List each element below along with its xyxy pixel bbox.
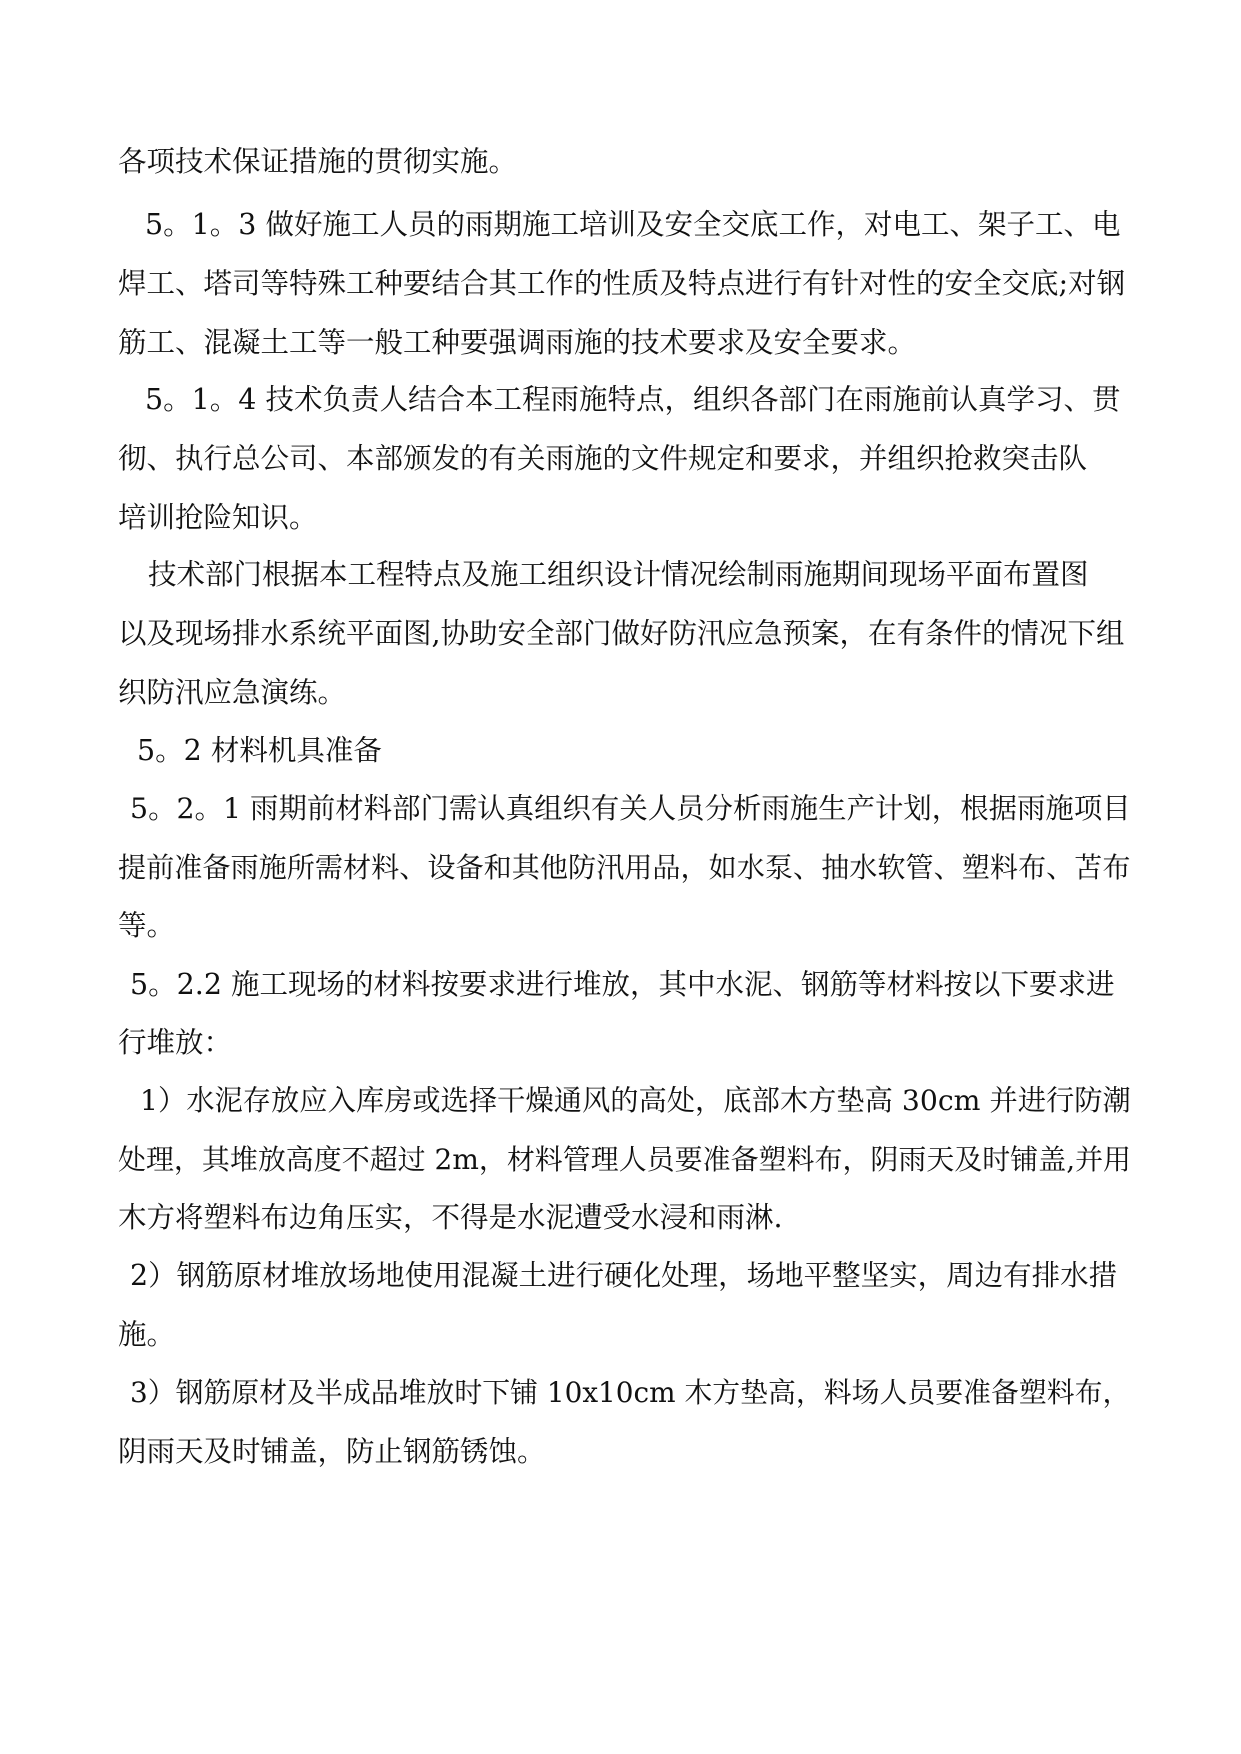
text-line: 焊工、塔司等特殊工种要结合其工作的性质及特点进行有针对性的安全交底;对钢 — [118, 267, 1126, 300]
text-line: 5。2。1 雨期前材料部门需认真组织有关人员分析雨施生产计划，根据雨施项目 — [130, 792, 1131, 825]
text-line: 各项技术保证措施的贯彻实施。 — [118, 145, 518, 178]
text-line: 5。2.2 施工现场的材料按要求进行堆放，其中水泥、钢筋等材料按以下要求进 — [130, 968, 1115, 1001]
text-line: 5。1。3 做好施工人员的雨期施工培训及安全交底工作，对电工、架子工、电 — [145, 208, 1121, 241]
text-line: 筋工、混凝土工等一般工种要强调雨施的技术要求及安全要求。 — [118, 326, 917, 359]
text-line: 2）钢筋原材堆放场地使用混凝土进行硬化处理，场地平整坚实，周边有排水措 — [130, 1259, 1118, 1292]
text-line: 技术部门根据本工程特点及施工组织设计情况绘制雨施期间现场平面布置图 — [148, 558, 1089, 591]
text-line: 5。1。4 技术负责人结合本工程雨施特点，组织各部门在雨施前认真学习、贯 — [145, 383, 1121, 416]
text-line: 阴雨天及时铺盖，防止钢筋锈蚀。 — [118, 1435, 546, 1468]
text-line: 1）水泥存放应入库房或选择干燥通风的高处，底部木方垫高 30cm 并进行防潮 — [140, 1084, 1131, 1117]
text-line: 织防汛应急演练。 — [118, 676, 347, 709]
text-line: 培训抢险知识。 — [118, 501, 318, 534]
text-line: 施。 — [118, 1318, 176, 1351]
text-line: 3）钢筋原材及半成品堆放时下铺 10x10cm 木方垫高，料场人员要准备塑料布， — [130, 1376, 1131, 1409]
text-line: 彻、执行总公司、本部颁发的有关雨施的文件规定和要求，并组织抢救突击队 — [118, 442, 1088, 475]
text-line: 木方将塑料布边角压实，不得是水泥遭受水浸和雨淋. — [118, 1201, 783, 1234]
text-line: 行堆放： — [118, 1026, 233, 1059]
text-line: 提前准备雨施所需材料、设备和其他防汛用品，如水泵、抽水软管、塑料布、苫布 — [118, 851, 1131, 884]
section-heading: 5。2 材料机具准备 — [137, 734, 382, 767]
text-line: 等。 — [118, 909, 176, 942]
text-line: 处理，其堆放高度不超过 2m，材料管理人员要准备塑料布，阴雨天及时铺盖,并用 — [118, 1143, 1132, 1176]
text-line: 以及现场排水系统平面图,协助安全部门做好防汛应急预案，在有条件的情况下组 — [118, 617, 1125, 650]
